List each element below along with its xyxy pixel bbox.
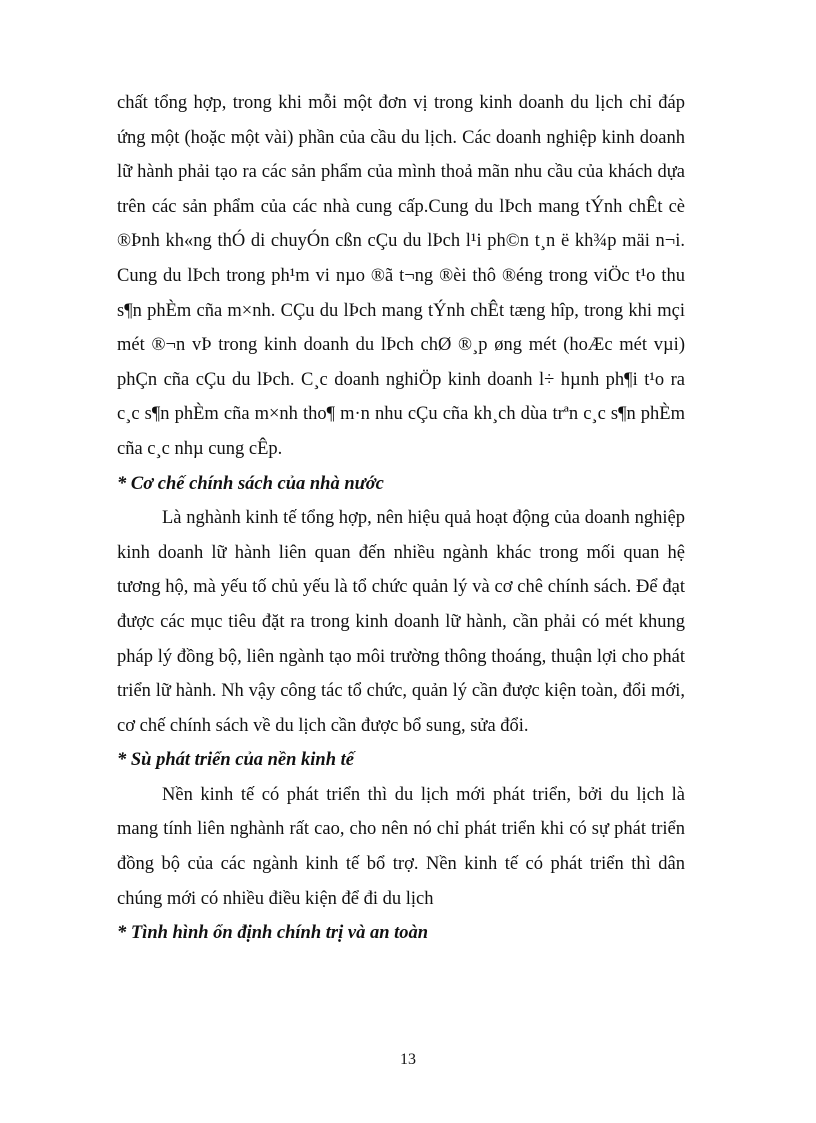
section-heading-policy: * Cơ chế chính sách của nhà nước	[117, 473, 384, 494]
page-number: 13	[400, 1051, 416, 1068]
body-paragraph-3: Nền kinh tế có phát triển thì du lịch mới phát triển, bởi du lịch là mang tính liên nghành rất cao, cho nên nó chỉ phát triển khi có sự phát triển đồng bộ của các ngành kinh tế bổ trợ. Nền kinh tế có phát triển thì dân chúng mới có nhiều điều kiện để đi du lịch	[117, 784, 685, 909]
body-paragraph-1: chất tổng hợp, trong khi mỗi một đơn vị trong kinh doanh du lịch chỉ đáp ứng một (hoặc một vài) phần của cầu du lịch. Các doanh nghiệp kinh doanh lữ hành phải tạo ra các sản phẩm của mình thoả mãn nhu cầu của khách dựa trên các sản phẩm của các nhà cung cấp.Cung du lÞch mang tÝnh chÊt cè ®Þnh kh«ng thÓ di chuyÓn cßn cÇu du lÞch l¹i ph©n t¸n ë kh¾p mäi n¬i. Cung du lÞch trong ph¹m vi nµo ®ã t¬ng ®èi thô ®éng trong viÖc t¹o thu s¶n phÈm cña m×nh. CÇu du lÞch mang tÝnh chÊt tæng hîp, trong khi mçi mét ®¬n vÞ trong kinh doanh du lÞch chØ ®¸p øng mét (hoÆc mét vµi) phÇn cña cÇu du lÞch. C¸c doanh nghiÖp kinh doanh l÷ hµnh ph¶i t¹o ra c¸c s¶n phÈm cña m×nh tho¶ m·n nhu cÇu cña kh¸ch dùa trªn c¸c s¶n phÈm cña c¸c nhµ cung cÊp.	[117, 93, 685, 459]
section-heading-economy: * Sù phát triển của nền kinh tế	[117, 750, 354, 771]
section-heading-politics: * Tình hình ổn định chính trị và an toàn	[117, 923, 429, 944]
page-content	[117, 86, 685, 951]
body-paragraph-2: Là nghành kinh tế tổng hợp, nên hiệu quả hoạt động của doanh nghiệp kinh doanh lữ hành liên quan đến nhiều ngành khác trong mối quan hệ tương hộ, mà yếu tố chủ yếu là tổ chức quản lý và cơ chê chính sách. Để đạt được các mục tiêu đặt ra trong kinh doanh lữ hành, cần phải có mét khung pháp lý đồng bộ, liên ngành tạo môi trường thông thoáng, thuận lợi cho phát triển lữ hành. Nh vậy công tác tổ chức, quản lý cần được kiện toàn, đổi mới, cơ chế chính sách về du lịch cần được bổ sung, sửa đổi.	[117, 508, 685, 736]
